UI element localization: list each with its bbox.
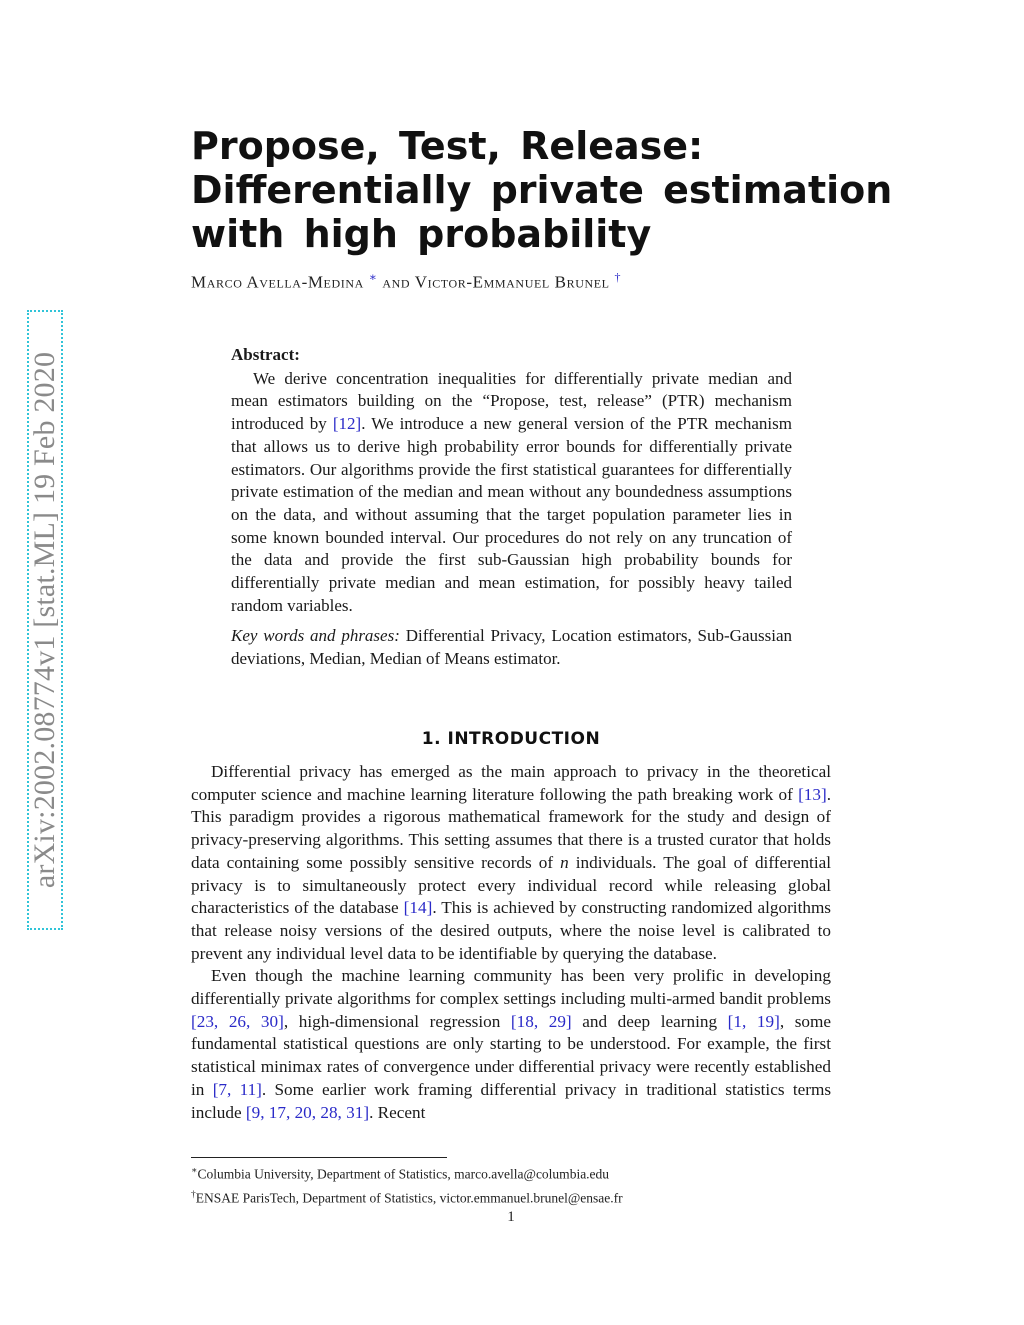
footnote-2 (191, 1185, 831, 1209)
title-line-1: Propose, Test, Release: (191, 124, 704, 168)
keywords-label: Key words and phrases: (231, 626, 400, 646)
citation-link[interactable]: [13] (798, 784, 827, 804)
keywords-text: Differential Privacy, Location estimators, Sub-Gaussian deviations, Median, Median of Means estimator. (231, 626, 792, 669)
author-conjunction: and (382, 272, 411, 292)
footnote-1 (191, 1161, 831, 1185)
page-number: 1 (507, 1209, 515, 1225)
citation-link[interactable]: [9, 17, 20, 28, 31] (245, 1102, 370, 1122)
arxiv-identifier-text: arXiv:2002.08774v1 [stat.ML] 19 Feb 2020 (28, 351, 61, 889)
citation-link[interactable]: [7, 11] (212, 1079, 262, 1099)
citation-link[interactable]: [12] (332, 414, 362, 434)
abstract-text: We derive concentration inequalities for differentially private median and mean estimators building on the “Propose, test, release” (PTR) mechanism introduced by [12]. We introduce a new general version of the PTR mechanism that allows us to derive high probability error bounds for differentially private estimators. Our algorithms provide the first statistical guarantees for differentially private estimation of the median and mean without any boundedness assumptions on the data, and without assuming that the target population parameter lies in some known bounded interval. Our procedures do not rely on any truncation of the data and provide the first sub-Gaussian high probability bounds for differentially private median and mean estimation, for possibly heavy tailed random variables. (231, 368, 792, 615)
author-footnote-mark-2[interactable]: † (614, 270, 622, 284)
footnote-text-2: ENSAE ParisTech, Department of Statistics, victor.emmanuel.brunel@ensae.fr (195, 1190, 623, 1205)
footnote-mark-1: ∗ (191, 1166, 198, 1176)
math-variable: n (560, 852, 569, 872)
footnote-mark-2: † (191, 1189, 196, 1200)
citation-link[interactable]: [1, 19] (727, 1011, 780, 1031)
paragraph: Differential privacy has emerged as the main approach to privacy in the theoretical computer science and machine learning literature following the path breaking work of [13]. This paradigm provides a rigorous mathematical framework for the study and design of privacy-preserving algorithms. This setting assumes that there is a trusted curator that holds data containing some possibly sensitive records of n individuals. The goal of differential privacy is to simultaneously protect every individual record while releasing global characteristics of the database [14]. This is achieved by constructing randomized algorithms that release noisy versions of the desired outputs, where the noise level is calibrated to prevent any individual level data to be identifiable by querying the database. (191, 762, 831, 963)
author-line (191, 270, 841, 293)
paragraph: Even though the machine learning community has been very prolific in developing differentially private algorithms for complex settings including multi-armed bandit problems [23, 26, 30], high-dimensional regression [18, 29] and deep learning [1, 19], some fundamental statistical questions are only starting to be understood. For example, the first statistical minimax rates of convergence under differential privacy were recently established in [7, 11]. Some earlier work framing differential privacy in traditional statistics terms include [9, 17, 20, 28, 31]. Recent (191, 966, 832, 1122)
introduction-body (191, 761, 831, 1124)
abstract-heading: Abstract: (231, 345, 300, 364)
author-name-1: Marco Avella-Medina (191, 272, 364, 292)
author-name-2: Victor-Emmanuel Brunel (414, 272, 610, 292)
footnote-divider (191, 1157, 447, 1158)
citation-link[interactable]: [18, 29] (510, 1011, 572, 1031)
arxiv-identifier-stamp[interactable] (27, 310, 63, 930)
section-heading-introduction: 1. INTRODUCTION (421, 729, 601, 749)
title-line-3: with high probability (191, 212, 652, 256)
footnotes (191, 1161, 831, 1208)
keywords (231, 625, 792, 670)
footnote-text-1: Columbia University, Department of Statistics, marco.avella@columbia.edu (197, 1166, 610, 1182)
citation-link[interactable]: [14] (403, 898, 433, 918)
citation-link[interactable]: [23, 26, 30] (191, 1011, 284, 1031)
author-footnote-mark-1[interactable]: ∗ (368, 270, 378, 284)
abstract-block (231, 344, 792, 671)
paper-title (191, 124, 893, 256)
title-line-2: Differentially private estimation (191, 168, 893, 212)
